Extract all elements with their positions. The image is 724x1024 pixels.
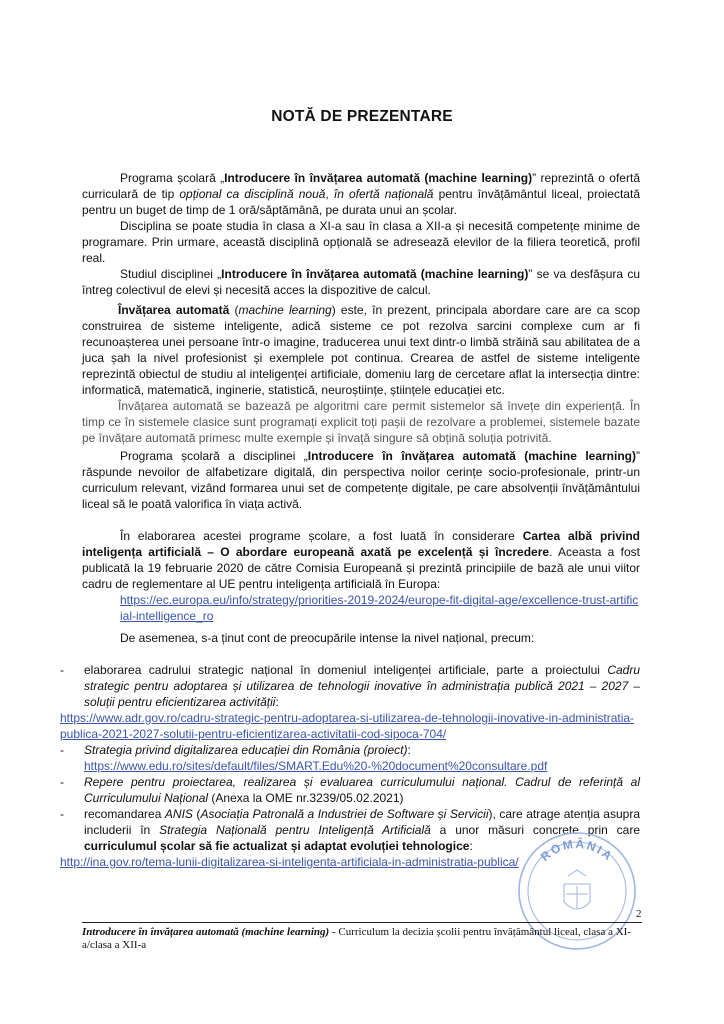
- paragraph-digital-literacy: [82, 448, 640, 512]
- edu-link[interactable]: https://www.edu.ro/sites/default/files/SMART.Edu%20-%20document%20consultare.pdf: [84, 759, 548, 773]
- list-dash: -: [60, 807, 64, 821]
- list-dash: -: [60, 743, 64, 757]
- europa-link[interactable]: https://ec.europa.eu/info/strategy/priorities-2019-2024/europe-fit-digital-age/excellence-trust-artificial-intelligence_ro: [120, 593, 639, 623]
- text: a unor măsuri concrete prin care: [430, 823, 640, 837]
- coat-of-arms-icon: [564, 870, 590, 909]
- text: (: [229, 303, 239, 317]
- footer-text: - Curriculum la decizia școlii pentru învățământul liceal, clasa a XI-a/clasa a XII-a: [82, 926, 631, 951]
- text-bold: curriculumul școlar să fie actualizat și adaptat evoluției tehnologice: [84, 839, 470, 853]
- text: pentru învățământul liceal, proiectată pentru un buget de timp de 1 oră/săptămână, pe durata unui an școlar.: [82, 187, 640, 217]
- footer-course-name: Introducere în învățarea automată (machine learning): [82, 926, 330, 938]
- text-italic: ANIS: [164, 807, 193, 821]
- list-item: [60, 774, 640, 806]
- text-italic: Strategia Națională pentru Inteligență Artificială: [159, 823, 431, 837]
- text-italic: Cadru strategic pentru adoptarea și utilizarea de tehnologii inovative în administrația publică 2021 – 2027 – soluții pentru eficientizarea activității: [84, 663, 640, 709]
- text: Studiul disciplinei „: [120, 267, 222, 281]
- course-name: Introducere în învățarea automată (machine learning): [221, 267, 529, 281]
- text: Programa școlară a disciplinei „: [120, 449, 308, 463]
- text: elaborarea cadrului strategic național în domeniul inteligenței artificiale, parte a proiectului: [84, 663, 608, 677]
- adr-link[interactable]: https://www.adr.gov.ro/cadru-strategic-pentru-adoptarea-si-utilizarea-de-tehnologii-inovative-in-administratia-publica-2021-2027-solutii-pentru-eficientizarea-activitatii-cod-sipoca-704/: [60, 711, 635, 741]
- text: ,: [325, 187, 334, 201]
- text-italic: machine learning: [238, 303, 332, 317]
- term-bold: Învățarea automată: [118, 303, 230, 317]
- footer-divider: [82, 922, 642, 923]
- text: :: [275, 695, 279, 709]
- page-title: NOTĂ DE PREZENTARE: [271, 108, 453, 125]
- text: În elaborarea acestei programe școlare, a fost luată în considerare: [120, 529, 523, 543]
- page-number: 2: [636, 908, 642, 920]
- paragraph-ml-definition: [82, 302, 640, 446]
- paragraph-national: [82, 630, 640, 646]
- text: Programa școlară „: [120, 171, 225, 185]
- paragraph-algorithms: Învățarea automată se bazează pe algoritmi care permit sistemelor să învețe din experiență. În timp ce în sistemele clasice sunt programați explicit toți pașii de rezolvare a problemei, sistemele bazate pe învățare automată primesc multe exemple și învață singure să obțină soluția potrivită.: [82, 399, 640, 445]
- text: ” răspunde nevoilor de alfabetizare digitală, din perspectiva noilor cerințe socio-profesionale, printr-un curriculum relevant, vizând formarea unui set de competențe digitale, pe care absolvenții învățământului liceal să le poată valorifica în viața activă.: [82, 449, 640, 511]
- stamp-label: ROMÂNIA: [537, 836, 617, 865]
- white-paper-title: Cartea albă privind inteligența artificială – O abordare europeană axată pe excelență și încredere: [82, 529, 640, 559]
- text-italic: Strategia privind digitalizarea educației din România (proiect): [84, 743, 408, 757]
- text: :: [469, 839, 473, 853]
- list-dash: -: [60, 775, 64, 789]
- text-italic: Asociația Patronală a Industriei de Software și Servicii: [200, 807, 489, 821]
- text: ” reprezintă o ofertă curriculară de tip: [82, 171, 640, 201]
- text: . Aceasta a fost publicată la 19 februarie 2020 de către Comisia Europeană și prezintă principiile de bază ale unui viitor cadru de reglementare al UE pentru inteligența artificială în Europa:: [82, 545, 640, 591]
- page-footer: [82, 926, 647, 952]
- text: :: [407, 743, 411, 757]
- paragraph-intro: [82, 170, 640, 298]
- text: ” se va desfășura cu întreg colectivul de elevi și necesită acces la dispozitive de calcul.: [82, 267, 640, 297]
- text: ) este, în prezent, principala abordare care are ca scop construirea de sisteme inteligente, adică sisteme ce pot rezolva sarcini complexe cum ar fi recunoașterea unei persoane într-o imagine, traducerea unui text dintr-o limbă străină sau abilitatea de a juca șah la nivel profesionist și exemplele pot continua. Crearea de astfel de sisteme inteligente reprezintă obiectul de studiu al inteligenței artificiale, domeniu larg de cercetare aflat la intersecția dintre: informatică, matematică, inginerie, statistică, neuroștiințe, științele educației etc.: [82, 303, 640, 397]
- text: (Anexa la OME nr.3239/05.02.2021): [208, 791, 404, 805]
- list-dash: -: [60, 663, 64, 677]
- text-italic: în ofertă națională: [333, 187, 434, 201]
- text-italic: opțional ca disciplină nouă: [179, 187, 326, 201]
- course-name: Introducere în învățarea automată (machine learning): [224, 171, 533, 185]
- text: De asemenea, s-a ținut cont de preocupările intense la nivel național, precum:: [120, 631, 535, 645]
- course-name: Introducere în învățarea automată (machine learning): [307, 449, 636, 463]
- text-italic: Repere pentru proiectarea, realizarea și evaluarea curriculumului național. Cadrul de referință al Curriculumului Național: [84, 775, 640, 805]
- text: (: [192, 807, 201, 821]
- text: ), care atrage atenția asupra includerii în: [84, 807, 640, 837]
- ina-link[interactable]: http://ina.gov.ro/tema-lunii-digitalizarea-si-inteligenta-artificiala-in-administratia-publica/: [60, 855, 519, 869]
- list-item: [60, 742, 640, 774]
- text: recomandarea: [84, 807, 165, 821]
- list-item: [60, 662, 640, 742]
- paragraph-white-paper: [82, 528, 640, 624]
- paragraph-study: Disciplina se poate studia în clasa a XI-a sau în clasa a XII-a și necesită competențe minime de programare. Prin urmare, această disciplină opțională se adresează elevilor de la filiera teoretică, profil real.: [82, 219, 640, 265]
